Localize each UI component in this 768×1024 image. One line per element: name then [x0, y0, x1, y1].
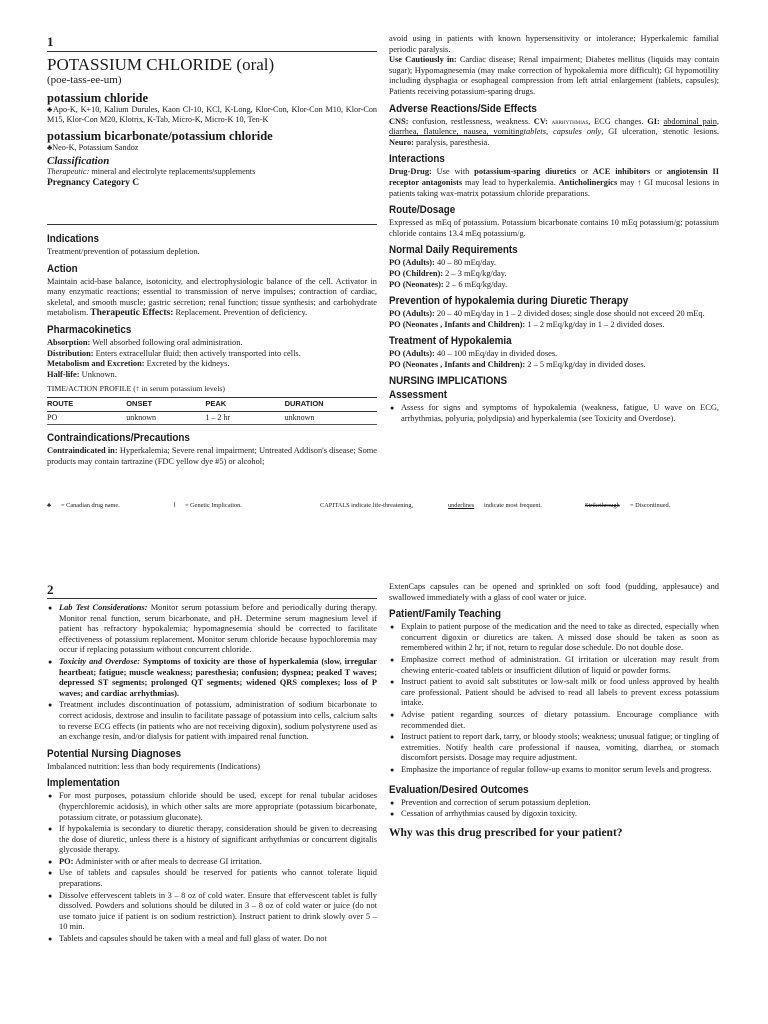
generic-name: potassium chloride	[47, 91, 149, 105]
list-item: ● Tablets and capsules should be taken with a meal and full glass of water. Do not	[59, 934, 377, 945]
cns-label: CNS:	[389, 116, 409, 126]
cv-label: CV:	[533, 116, 548, 126]
dose-label: PO (Adults):	[389, 349, 435, 359]
page-number: 2	[47, 582, 54, 597]
list-item: ● Emphasize the importance of regular follow-up exams to monitor serum levels and progress.	[401, 765, 719, 776]
cv-rest: , ECG changes.	[588, 116, 644, 126]
legend-genetic: = Genetic Implication.	[185, 502, 242, 509]
indications-heading: Indications	[47, 233, 100, 245]
treatment-heading: Treatment of Hypokalemia	[389, 335, 512, 348]
prevention-heading: Prevention of hypokalemia during Diuretic Therapy	[389, 295, 629, 308]
closing-question: Why was this drug prescribed for your patient?	[389, 826, 623, 839]
evaluation-heading: Evaluation/Desired Outcomes	[389, 783, 529, 796]
ndr-heading: Normal Daily Requirements	[389, 244, 518, 257]
tap-caption: TIME/ACTION PROFILE (↑ in serum potassium levels)	[47, 384, 226, 394]
halflife-label: Half-life:	[47, 369, 80, 379]
pregnancy-category: Pregnancy Category C	[47, 178, 140, 188]
page-number: 1	[47, 34, 54, 49]
evaluation-list	[389, 798, 719, 820]
action-heading: Action	[47, 262, 78, 275]
dose-label: PO (Adults):	[389, 309, 435, 319]
list-item	[59, 857, 377, 868]
pronunciation: (poe-tass-ee-um)	[47, 74, 122, 86]
maple-leaf-icon: ♣	[47, 143, 53, 152]
implementation-list	[47, 791, 377, 944]
list-item: ● Use of tablets and capsules should be reserved for patients who cannot tolerate liquid preparations.	[59, 868, 377, 889]
caution-text: Cardiac disease; Renal impairment; Diabetes mellitus (liquids may contain sugar); Hypomagnesemia (may make correction of hypokalemia more difficult); GI hypomotility including dysphagia or esophageal compression from left atrial enlargement (tablets, capsules); Patients receiving potassium-sparing drugs.	[389, 55, 720, 96]
dose-label: PO (Neonates , Infants and Children):	[389, 319, 526, 329]
drug-header	[47, 55, 377, 189]
implementation-continued: ExtenCaps capsules can be opened and sprinkled on soft food (pudding, applesauce) and swallowed immediately with a glass of cool water or juice.	[389, 582, 719, 602]
dose-label: PO (Neonates , Infants and Children):	[389, 359, 526, 369]
toxicity-label: Toxicity and Overdose:	[59, 656, 141, 666]
toxicity-text: Symptoms of toxicity are those of hyperkalemia (slow, irregular heartbeat; fatigue; muscle weakness; paresthesia; confusion; dyspnea; peaked T waves; depressed ST segments; prolonged QT segments; widened QRS complexes; loss of P waves; and cardiac arrhythmias).	[59, 656, 378, 698]
contraindicated-text: Hyperkalemia; Severe renal impairment; Untreated Addison's disease; Some products may contain tartrazine (FDC yellow dye #5) or alcohol;	[47, 446, 377, 466]
route-text: Expressed as mEq of potassium. Potassium bicarbonate contains 10 mEq potassium/g; potassium chloride contains 13.4 mEq potassium/g.	[389, 218, 719, 238]
teaching-list	[389, 622, 719, 775]
time-action-table	[47, 397, 377, 425]
dna-icon: ⌇	[173, 502, 177, 509]
table-cell: PO	[47, 411, 126, 425]
drug-drug-label: Drug-Drug:	[389, 167, 432, 177]
table-cell: unknown	[126, 411, 205, 425]
dose-label: PO (Children):	[389, 268, 444, 278]
pnd-text: Imbalanced nutrition: less than body requirements (Indications)	[47, 761, 261, 771]
gi-frequent: abdominal pain, diarrhea, flatulence, nausea, vomiting	[389, 116, 720, 137]
route-heading: Route/Dosage	[389, 204, 456, 217]
gi-label: GI:	[647, 116, 660, 126]
absorption-text: Well absorbed following oral administration.	[92, 337, 243, 347]
left-column-1	[47, 228, 377, 467]
therapeutic-class: mineral and electrolyte replacements/supplements	[91, 167, 256, 176]
interaction-text: or	[580, 167, 588, 177]
table-header: ROUTE	[47, 397, 126, 411]
dose-text: 40 – 80 mEq/day.	[436, 258, 496, 268]
legend-underlines: underlines	[448, 502, 475, 509]
metabolism-text: Excreted by the kidneys.	[146, 359, 230, 369]
absorption-label: Absorption:	[47, 337, 91, 347]
list-item: ● Treatment includes discontinuation of potassium, administration of sodium bicarbonate to correct acidosis, dextrose and insulin to facilitate passage of potassium into cells, calcium salts to reverse ECG effects (in patients who are not receiving digoxin), sodium polystyrene used as an exchange resin, and/or dialysis for patient with impaired renal function.	[59, 700, 377, 742]
pnd-heading: Potential Nursing Diagnoses	[47, 747, 182, 760]
contraindicated-continued: avoid using in patients with known hypersensitivity or intolerance; Hyperkalemic familial periodic paralysis.	[389, 34, 719, 54]
assessment-list	[389, 403, 719, 424]
right-column-2	[389, 582, 719, 840]
right-column-1	[389, 34, 719, 426]
dose-text: 1 – 2 mEq/kg/day in 1 – 2 divided doses.	[527, 319, 665, 329]
distribution-text: Enters extracellular fluid; then actively transported into cells.	[95, 348, 301, 358]
lab-label: Lab Test Considerations:	[59, 603, 148, 612]
table-header: ONSET	[126, 397, 205, 411]
table-row	[47, 411, 377, 425]
list-item: ● Assess for signs and symptoms of hypokalemia (weakness, fatigue, U wave on ECG, arrhythmias, polyuria, polydipsia) and hyperkalemia (see Toxicity and Overdose).	[401, 403, 719, 424]
classification-label: Classification	[47, 155, 110, 167]
drug-title: POTASSIUM CHLORIDE (oral)	[47, 55, 275, 74]
interaction-text: may lead to hyperkalemia.	[464, 177, 556, 187]
brand-list: Apo-K, K+10, Kalium Durules, Kaon Cl-10, KCl, K-Long, Klor-Con, Klor-Con M10, Klor-Con M15, Klor-Con M20, Klotrix, K-Tab, Micro-K, Micro-K 10, Ten-K	[47, 105, 378, 124]
interaction-drug: Anticholinergics	[558, 177, 618, 187]
teaching-heading: Patient/Family Teaching	[389, 608, 502, 621]
nursing-heading: NURSING IMPLICATIONS	[389, 375, 508, 388]
contraindicated-label: Contraindicated in:	[47, 446, 118, 456]
interaction-drug: angiotensin II receptor antagonists	[389, 167, 720, 187]
interactions-heading: Interactions	[389, 153, 445, 166]
therapeutic-effects-label: Therapeutic Effects:	[90, 308, 174, 319]
action-text: Maintain acid-base balance, isotonicity, and electrophysiologic balance of the cell. Activator in many enzymatic reactions; essential to transmission of nerve impulses; contraction of cardiac, skeletal, and smooth muscle; gastric secretion; renal function; tissue synthesis; and carbohydrate metabolism.	[47, 276, 377, 318]
interaction-text: Use with	[436, 167, 470, 177]
list-item: ● For most purposes, potassium chloride should be used, except for renal tubular acidoses (hyperchloremic acidosis), in which other salts are more appropriate (potassium bicarbonate, potassium citrate, or potassium gluconate).	[59, 791, 377, 823]
dose-text: 2 – 5 mEq/kg/day in divided doses.	[527, 359, 646, 369]
generic-name-2: potassium bicarbonate/potassium chloride	[47, 129, 273, 143]
cv-text: arrhythmias	[551, 117, 589, 126]
interaction-drug: potassium-sparing diuretics	[474, 167, 577, 177]
assessment-list-continued	[47, 603, 377, 743]
interaction-drug: ACE inhibitors	[592, 167, 651, 177]
list-item: ● If hypokalemia is secondary to diuretic therapy, consideration should be given to decreasing the dose of diuretic, unless there is a history of significant arrhythmias or concurrent digitalis glycoside therapy.	[59, 824, 377, 856]
legend-frequent: indicate most frequent.	[484, 502, 542, 509]
divider	[47, 224, 377, 225]
dose-text: 2 – 6 mEq/kg/day.	[445, 279, 508, 289]
list-item	[59, 603, 377, 656]
dose-text: 40 – 100 mEq/day in divided doses.	[436, 349, 558, 359]
metabolism-label: Metabolism and Excretion:	[47, 359, 145, 369]
cns-text: confusion, restlessness, weakness.	[412, 116, 531, 126]
contraindications-heading: Contraindications/Precautions	[47, 432, 190, 445]
neuro-label: Neuro:	[389, 137, 414, 147]
divider	[47, 51, 377, 52]
legend-capitals: CAPITALS indicate life-threatening,	[320, 502, 414, 509]
interaction-text: or	[654, 167, 662, 177]
dose-text: 2 – 3 mEq/kg/day.	[445, 268, 507, 278]
list-item	[59, 657, 377, 699]
adverse-heading: Adverse Reactions/Side Effects	[389, 102, 537, 115]
list-item: ● Instruct patient to report dark, tarry, or bloody stools; weakness; unusual fatigue; or tingling of extremities. Notify health care professional if nausea, vomiting, diarrhea, or stomach discomfort persists. Dosage may require adjustment.	[401, 732, 719, 764]
interaction-text: may ↑ GI mucosal lesions in patients taking wax-matrix potassium chloride preparations.	[389, 177, 720, 198]
therapeutic-effects-text: Replacement. Prevention of deficiency.	[175, 308, 308, 318]
list-item: ● Advise patient regarding sources of dietary potassium. Encourage compliance with recommended diet.	[401, 710, 719, 731]
legend-strikethrough: Strikethrough	[585, 502, 620, 509]
distribution-label: Distribution:	[47, 348, 94, 358]
pharmacokinetics-heading: Pharmacokinetics	[47, 323, 132, 336]
caution-label: Use Cautiously in:	[389, 55, 457, 65]
dose-label: PO (Adults):	[389, 258, 435, 268]
halflife-text: Unknown.	[81, 369, 117, 379]
therapeutic-label: Therapeutic:	[47, 167, 90, 176]
list-item: ● Emphasize correct method of administration. GI irritation or ulceration may result from chewing enteric-coated tablets or insufficient dilution of liquid or powder forms.	[401, 655, 719, 676]
dose-text: 20 – 40 mEq/day in 1 – 2 divided doses; single dose should not exceed 20 mEq.	[436, 309, 705, 319]
list-item: ● Instruct patient to avoid salt substitutes or low-salt milk or food unless approved by health care professional. Patient should be advised to read all labels to prevent excess potassium intake.	[401, 677, 719, 709]
assessment-heading: Assessment	[389, 389, 448, 402]
table-header: DURATION	[285, 397, 377, 411]
po-label: PO:	[59, 856, 74, 866]
gi-note: tablets, capsules only	[523, 127, 602, 137]
indications-text: Treatment/prevention of potassium depletion.	[47, 247, 200, 256]
list-item: ● Cessation of arrhythmias caused by digoxin toxicity.	[401, 809, 719, 820]
legend-canadian: = Canadian drug name.	[61, 502, 120, 509]
list-item: ● Prevention and correction of serum potassium depletion.	[401, 798, 719, 809]
table-header: PEAK	[205, 397, 284, 411]
lab-text: Monitor serum potassium before and periodically during therapy. Monitor renal function, serum bicarbonate, and pH. Determine serum magnesium level if patient has refractory hypokalemia; hypomagnesemia should be corrected to facilitate effectiveness of potassium replacement. Monitor serum chloride because hypochloremia may occur if replacing potassium without concurrent chloride.	[59, 603, 378, 655]
dose-label: PO (Neonates):	[389, 279, 444, 289]
maple-leaf-icon: ♣	[47, 105, 53, 114]
left-column-2	[47, 603, 377, 946]
maple-leaf-icon: ♣	[47, 502, 52, 509]
brand-list-2: Neo-K, Potassium Sandoz	[52, 143, 139, 152]
table-cell: 1 – 2 hr	[205, 411, 284, 425]
po-text: Administer with or after meals to decrease GI irritation.	[75, 856, 262, 866]
implementation-heading: Implementation	[47, 777, 120, 790]
divider	[47, 598, 377, 599]
list-item: ● Dissolve effervescent tablets in 3 – 8 oz of cold water. Ensure that effervescent tablet is fully dissolved. Powders and solutions should be diluted in 3 – 8 oz of cold water or juice (do not use tomato juice if patient is on sodium restriction). Instruct patient to drink slowly over 5 – 10 min.	[59, 891, 377, 933]
neuro-text: paralysis, paresthesia.	[416, 137, 490, 147]
legend-discontinued: = Discontinued.	[630, 502, 671, 509]
table-cell: unknown	[285, 411, 377, 425]
list-item: ● Explain to patient purpose of the medication and the need to take as directed, especially when concurrent digoxin or diuretics are taken. A missed dose should be taken as soon as remembered within 2 hr; if not, return to regular dose schedule. Do not double dose.	[401, 622, 719, 654]
gi-rest: , GI ulceration, stenotic lesions.	[601, 127, 719, 137]
